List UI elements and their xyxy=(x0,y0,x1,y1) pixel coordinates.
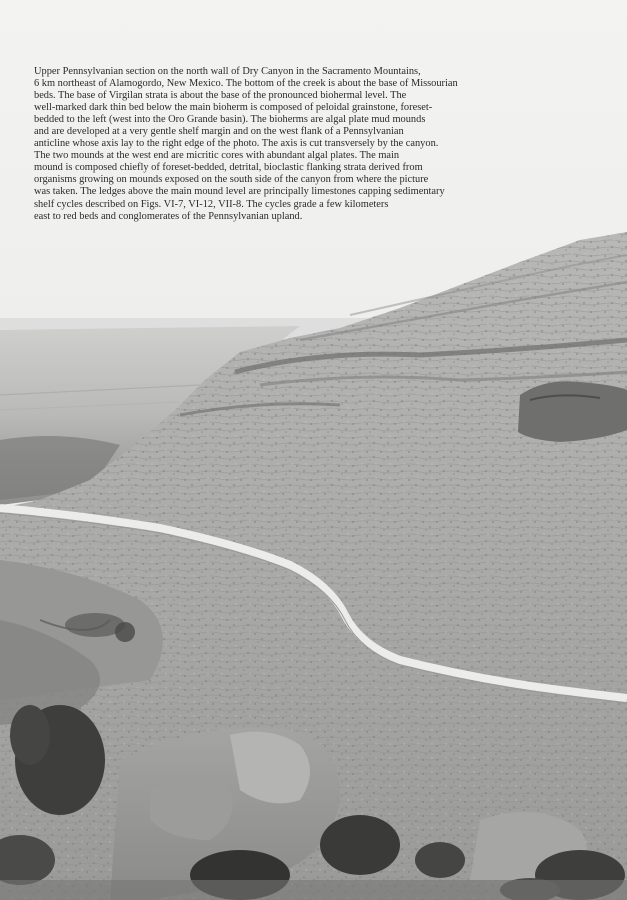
caption-line: anticline whose axis lay to the right edge of the photo. The axis is cut transversely by the canyon. xyxy=(34,138,439,150)
caption-line: Upper Pennsylvanian section on the north wall of Dry Canyon in the Sacramento Mountains, xyxy=(34,66,421,77)
caption-line: mound is composed chiefly of foreset-bedded, detrital, bioclastic flanking strata derived from xyxy=(34,162,423,174)
caption-line: was taken. The ledges above the main mound level are principally limestones capping sedimentary xyxy=(34,186,445,198)
caption-line: bedded to the left (west into the Oro Grande basin). The bioherms are algal plate mud mounds xyxy=(34,114,426,126)
caption-line: east to red beds and conglomerates of the Pennsylvanian upland. xyxy=(34,210,303,222)
caption-line: shelf cycles described on Figs. VI-7, VI-12, VII-8. The cycles grade a few kilometers xyxy=(34,198,389,210)
caption-line: beds. The base of Virgilan strata is about the base of the pronounced biohermal level. The xyxy=(34,90,407,102)
caption-line: and are developed at a very gentle shelf margin and on the west flank of a Pennsylvanian xyxy=(34,126,404,138)
caption-line: well-marked dark thin bed below the main bioherm is composed of peloidal grainstone, foreset- xyxy=(34,102,433,114)
caption-line: organisms growing on mounds exposed on the south side of the canyon from where the picture xyxy=(34,174,429,186)
caption-line: The two mounds at the west end are micritic cores with abundant algal plates. The main xyxy=(34,150,400,162)
caption-line: 6 km northeast of Alamogordo, New Mexico. The bottom of the creek is about the base of Missourian xyxy=(34,78,458,90)
figure-caption xyxy=(34,66,579,223)
